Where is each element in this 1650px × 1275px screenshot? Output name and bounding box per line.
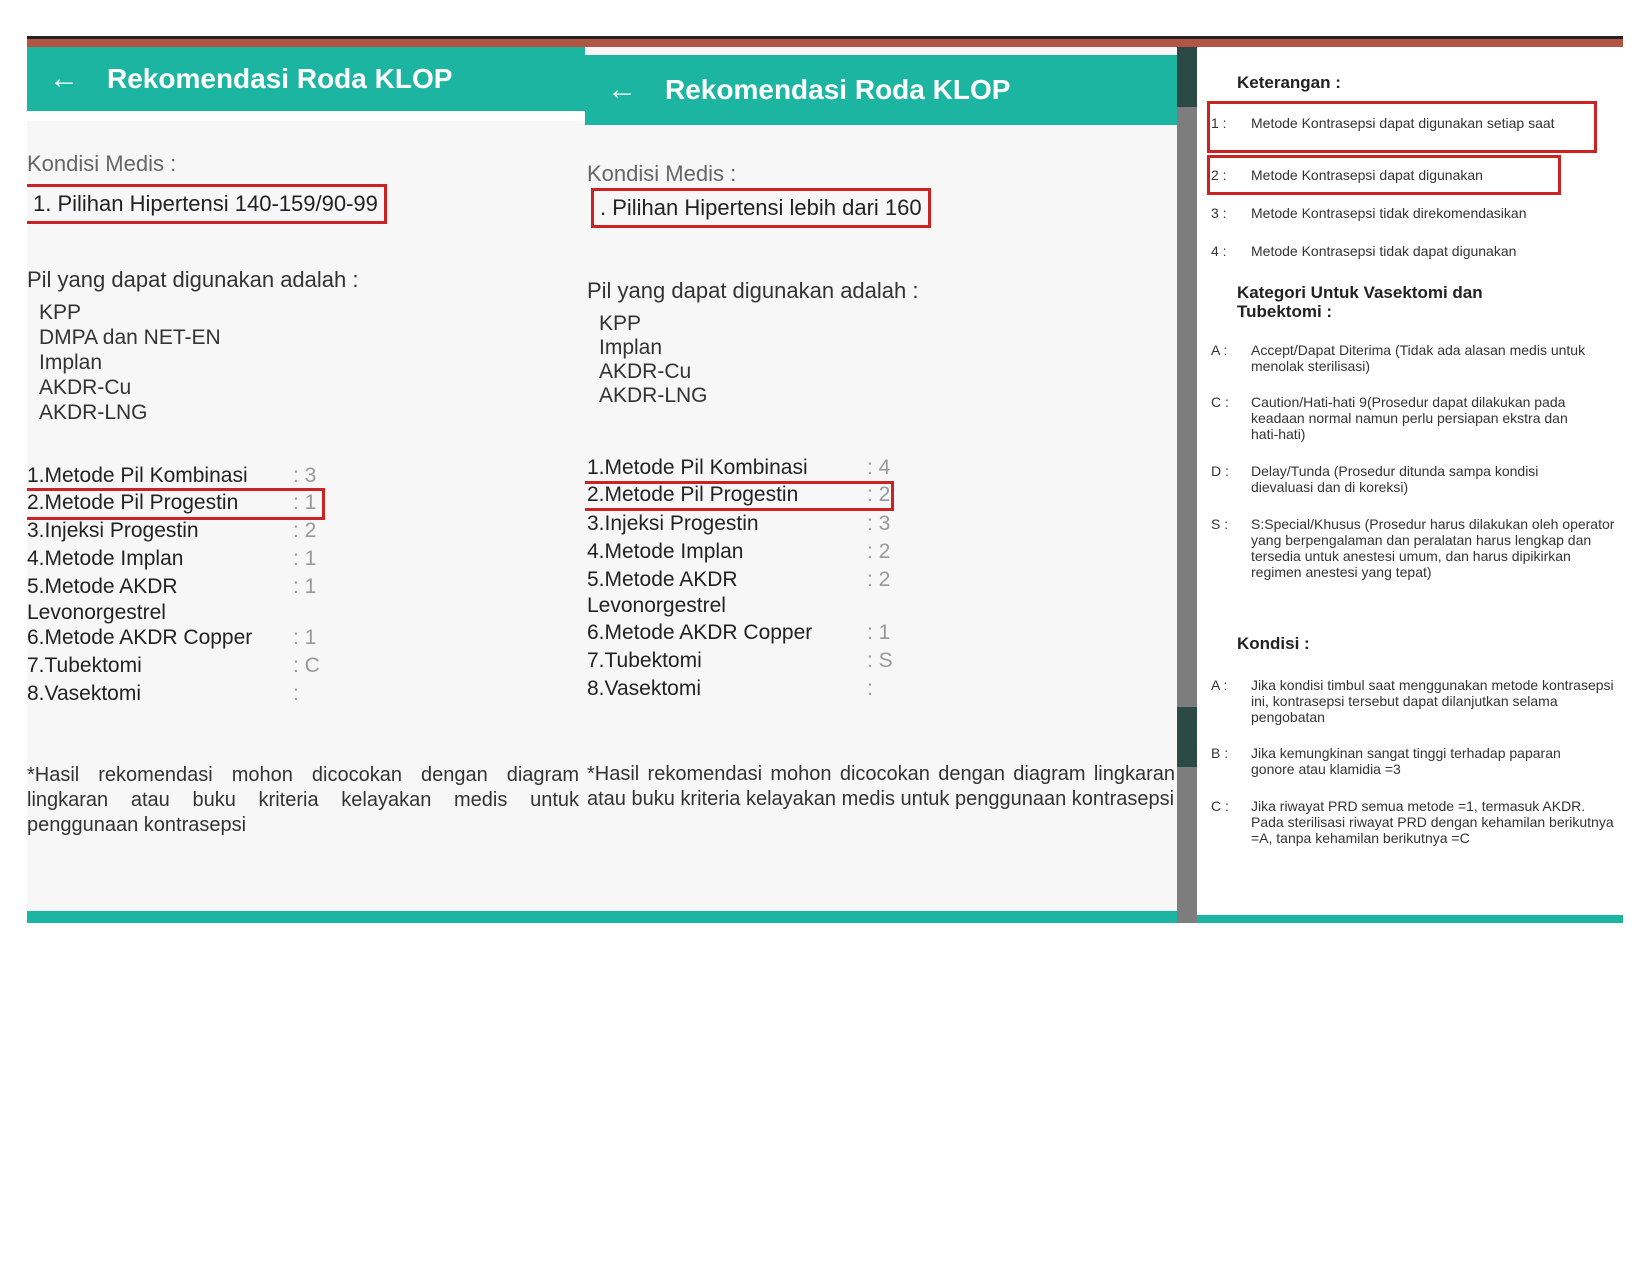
method-name: 1.Metode Pil Kombinasi <box>587 456 808 479</box>
legend-key: C : <box>1211 394 1229 410</box>
method-name: 2.Metode Pil Progestin <box>587 483 799 506</box>
kondisi-title: Kondisi : <box>1237 634 1310 653</box>
method-score: : 3 <box>293 464 317 487</box>
method-name: 4.Metode Implan <box>27 547 184 570</box>
screenshot-collage <box>27 47 1623 923</box>
method-name: 5.Metode AKDR <box>587 568 738 591</box>
condition-selected: 1. Pilihan Hipertensi 140-159/90-99 <box>27 184 387 224</box>
method-row <box>587 620 907 646</box>
pil-item: AKDR-LNG <box>39 401 148 424</box>
method-name: 6.Metode AKDR Copper <box>27 626 253 649</box>
pil-list <box>599 312 708 408</box>
method-name: 7.Tubektomi <box>587 649 702 672</box>
method-row <box>587 455 907 481</box>
pil-item: Implan <box>599 336 663 359</box>
pil-heading: Pil yang dapat digunakan adalah : <box>27 267 359 292</box>
app-bar <box>27 47 585 111</box>
panel-hipertensi-160 <box>585 47 1177 923</box>
method-score: : S <box>867 649 893 672</box>
legend-text: Metode Kontrasepsi tidak direkomendasikan <box>1251 205 1527 221</box>
method-score: : C <box>293 654 320 677</box>
top-rule-accent <box>27 39 1623 47</box>
method-score: : <box>867 677 873 700</box>
method-name: 3.Injeksi Progestin <box>27 519 199 542</box>
method-score: : 1 <box>293 626 317 649</box>
legend-text: Jika riwayat PRD semua metode =1, termasuk AKDR. Pada sterilisasi riwayat PRD dengan kehamilan berikutnya =A, tanpa kehamilan berikutnya =C <box>1251 798 1614 846</box>
legend-key: 1 : <box>1211 115 1227 131</box>
legend-key: S : <box>1211 516 1229 532</box>
legend-text: Metode Kontrasepsi tidak dapat digunakan <box>1251 243 1517 259</box>
method-row <box>27 574 327 626</box>
legend-panel <box>1197 47 1623 923</box>
method-score: : 2 <box>867 568 891 591</box>
app-title: Rekomendasi Roda KLOP <box>107 63 453 94</box>
legend-key: D : <box>1211 463 1229 479</box>
method-name: 4.Metode Implan <box>587 540 744 563</box>
method-score: : 2 <box>867 483 891 506</box>
strip-dark <box>1177 707 1197 767</box>
method-row <box>587 567 907 619</box>
legend-text: S:Special/Khusus (Prosedur harus dilakukan oleh operator yang berpengalaman dan peralatan harus lengkap dan tersedia untuk anestesi umum, dan harus dipikirkan regimen anestesi yang tepat) <box>1251 516 1615 580</box>
legend-key: A : <box>1211 342 1228 358</box>
keterangan-title: Keterangan : <box>1237 73 1341 92</box>
method-row <box>27 625 327 651</box>
pil-item: DMPA dan NET-EN <box>39 326 221 349</box>
method-row <box>27 546 327 572</box>
pil-list <box>39 300 221 425</box>
method-name-cont: Levonorgestrel <box>27 601 166 624</box>
method-name: 3.Injeksi Progestin <box>587 512 759 535</box>
legend-text: Accept/Dapat Diterima (Tidak ada alasan medis untuk menolak sterilisasi) <box>1251 342 1586 374</box>
method-name-cont: Levonorgestrel <box>587 594 726 617</box>
method-score: : 4 <box>867 456 891 479</box>
pil-item: AKDR-Cu <box>39 376 132 399</box>
recommendation-note: *Hasil rekomendasi mohon dicocokan dengan diagram lingkaran atau buku kriteria kelayakan medis untuk penggunaan kontrasepsi <box>587 763 1175 810</box>
medical-label: Kondisi Medis : <box>27 151 177 176</box>
method-score: : 3 <box>867 512 891 535</box>
legend-text: Metode Kontrasepsi dapat digunakan <box>1251 167 1483 183</box>
legend-text: Caution/Hati-hati 9(Prosedur dapat dilakukan pada keadaan normal namun perlu persiapan ekstra dan hati-hati) <box>1251 394 1568 442</box>
method-name: 5.Metode AKDR <box>27 575 178 598</box>
method-row <box>587 676 907 702</box>
recommendation-note: *Hasil rekomendasi mohon dicocokan dengan diagram lingkaran atau buku kriteria kelayakan medis untuk penggunaan kontrasepsi <box>27 764 579 836</box>
legend-text: Metode Kontrasepsi dapat digunakan setiap saat <box>1251 115 1555 131</box>
legend-key: 2 : <box>1211 167 1227 183</box>
method-score: : 2 <box>867 540 891 563</box>
back-arrow-icon[interactable]: ← <box>49 62 79 95</box>
method-row <box>27 490 327 516</box>
legend-key: 3 : <box>1211 205 1227 221</box>
panel-hipertensi-140 <box>27 47 585 923</box>
method-score: : 1 <box>293 547 317 570</box>
app-bar <box>585 55 1177 125</box>
bottom-bar <box>27 911 585 923</box>
divider <box>27 111 585 121</box>
legend-text: Delay/Tunda (Prosedur ditunda sampa kondisi dievaluasi dan di koreksi) <box>1251 463 1539 495</box>
method-name: 8.Vasektomi <box>587 677 701 700</box>
method-row <box>587 511 907 537</box>
bottom-bar <box>1197 915 1623 923</box>
medical-label: Kondisi Medis : <box>587 161 737 186</box>
method-row <box>27 653 327 679</box>
method-name: 8.Vasektomi <box>27 682 141 705</box>
method-score: : 1 <box>867 621 891 644</box>
method-score: : <box>293 682 299 705</box>
method-score: : 1 <box>293 491 317 514</box>
legend-key: C : <box>1211 798 1229 814</box>
method-row <box>27 463 327 489</box>
method-name: 2.Metode Pil Progestin <box>27 491 239 514</box>
method-row <box>587 648 907 674</box>
pil-item: KPP <box>39 301 82 324</box>
method-name: 6.Metode AKDR Copper <box>587 621 813 644</box>
method-score: : 2 <box>293 519 317 542</box>
background-strip <box>1177 47 1197 923</box>
method-row <box>587 539 907 565</box>
legend-key: B : <box>1211 745 1229 761</box>
method-row <box>587 482 907 508</box>
pil-item: KPP <box>599 312 642 335</box>
legend-key: 4 : <box>1211 243 1227 259</box>
back-arrow-icon[interactable]: ← <box>607 73 637 106</box>
pil-heading: Pil yang dapat digunakan adalah : <box>587 278 919 303</box>
strip-dark <box>1177 47 1197 107</box>
kategori-title: Kategori Untuk Vasektomi dan Tubektomi : <box>1237 283 1483 321</box>
pil-item: Implan <box>39 351 103 374</box>
legend-key: A : <box>1211 677 1228 693</box>
bottom-bar <box>585 911 1177 923</box>
method-score: : 1 <box>293 575 317 598</box>
legend-text: Jika kondisi timbul saat menggunakan metode kontrasepsi ini, kontrasepsi tersebut dapat dilanjutkan selama pengobatan <box>1251 677 1614 725</box>
app-title: Rekomendasi Roda KLOP <box>665 74 1011 105</box>
pil-item: AKDR-Cu <box>599 360 692 383</box>
method-row <box>27 518 327 544</box>
method-name: 1.Metode Pil Kombinasi <box>27 464 248 487</box>
condition-selected: . Pilihan Hipertensi lebih dari 160 <box>591 188 931 228</box>
legend-text: Jika kemungkinan sangat tinggi terhadap paparan gonore atau klamidia =3 <box>1251 745 1561 777</box>
method-name: 7.Tubektomi <box>27 654 142 677</box>
method-row <box>27 681 327 707</box>
pil-item: AKDR-LNG <box>599 384 708 407</box>
